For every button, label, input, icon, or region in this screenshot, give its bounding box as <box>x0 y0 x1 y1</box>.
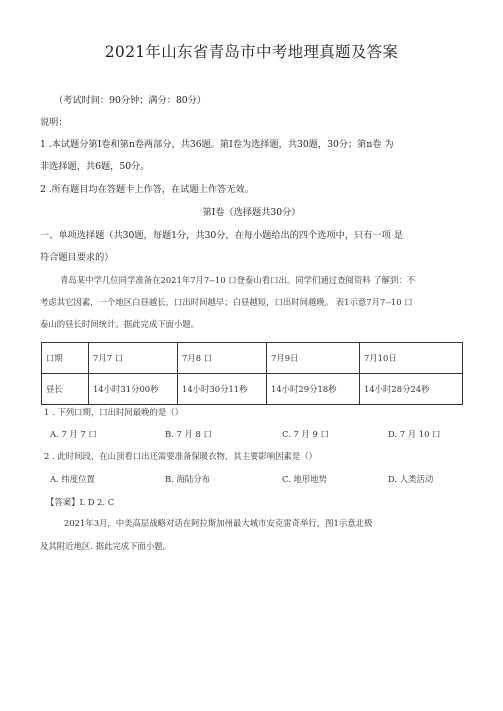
table-cell: 14小时31分00秒 <box>89 374 178 405</box>
notes-heading: 说明： <box>40 117 68 128</box>
table-cell: 14小时28分24秒 <box>360 374 463 405</box>
intro-line-1: 青岛某中学几位同学准备在2021年7月7--10 口登泰山看口出。同学们通过查阅资料 了解到：不 <box>60 275 416 285</box>
answer-line: 【答案】L D 2. C <box>46 497 115 507</box>
part-title: 第I卷（选择题共30分） <box>202 207 301 218</box>
table-row <box>42 343 463 374</box>
q2-option-c: C. 地形地势 <box>282 474 327 484</box>
table-cell: 7月8 口 <box>178 343 267 374</box>
intro-line-3: 泰山的昼长时间统计。据此完成下面小题。 <box>40 319 200 329</box>
table-cell: 口期 <box>42 343 89 374</box>
section-heading-line-2: 符合题目要求的） <box>40 252 114 263</box>
section-heading-line-1: 一、单项选择题（共30题，每题1分，共30分，在每小题给出的四个选项中，只有一项 是 <box>40 230 403 241</box>
table-cell: 7月10日 <box>360 343 463 374</box>
intro-line-2: 考虑其它因素，一个地区白昼越长，口出时间越早；白昼越短，口出时间越晚。 表1示意7月7--10 口 <box>40 297 413 307</box>
document-title: 2021年山东省青岛市中考地理真题及答案 <box>104 43 399 61</box>
next-passage-line-2: 及其附近地区. 据此完成下面小题。 <box>40 541 171 551</box>
note-2: 2 .所有题目均在答题卡上作答，在试题上作答无效。 <box>40 184 254 195</box>
table-cell: 7月9日 <box>267 343 360 374</box>
next-passage-line-1: 2021年3月，中美高层战略对话在阿拉斯加州最大城市安克雷奇举行，图1示意北极 <box>64 518 373 528</box>
q1-option-b: B. 7 月 8 口 <box>165 429 212 439</box>
note-1-line-1: 1 .本试题分第I卷和第n卷两部分，共36题。第I卷为选择题，共30题，30分；第n卷 为 <box>40 139 394 150</box>
q2-option-d: D. 人类活动 <box>388 474 434 484</box>
table-cell: 14小时30分11秒 <box>178 374 267 405</box>
q1-option-d: D. 7 月 10 口 <box>388 429 441 439</box>
question-2: 2 . 此时间段，在山顶看口出还需要准备保暖衣物，其主要影响因素是（） <box>44 451 317 461</box>
table-cell: 7月7 口 <box>89 343 178 374</box>
q1-option-c: C. 7 月 9 口 <box>282 429 329 439</box>
q2-option-b: B. 海陆分布 <box>165 474 210 484</box>
q1-option-a: A. 7 月 7 口 <box>50 429 97 439</box>
table-cell: 昼长 <box>42 374 89 405</box>
exam-info: （考试时间：90分钟；满分：80分） <box>54 95 207 106</box>
table-row <box>42 374 463 405</box>
table-cell: 14小时29分18秒 <box>267 374 360 405</box>
question-1: 1 . 下列口期，口出时间最晚的是（） <box>44 407 183 417</box>
daylength-table <box>41 342 463 405</box>
q2-option-a: A. 纬度位置 <box>50 474 95 484</box>
note-1-line-2: 非选择题，共6题，50分。 <box>40 161 150 172</box>
